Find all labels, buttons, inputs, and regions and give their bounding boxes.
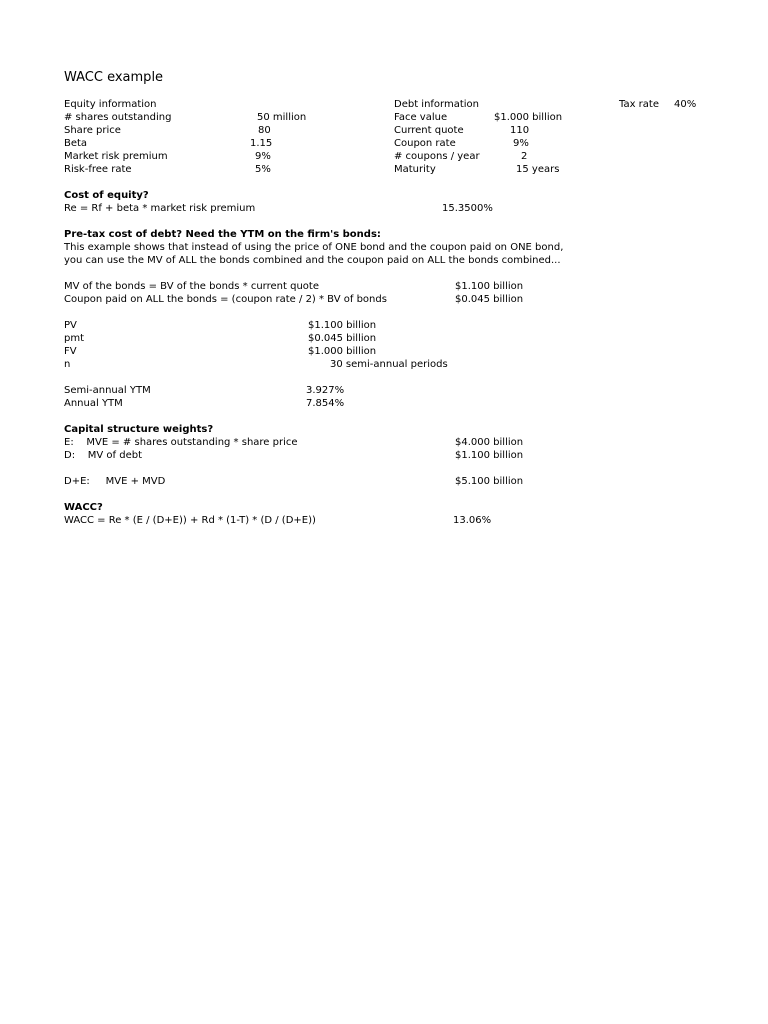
- coupon-rate-label: Coupon rate: [394, 138, 456, 149]
- cost-of-equity-heading: Cost of equity?: [64, 190, 149, 201]
- maturity-label: Maturity: [394, 164, 436, 175]
- risk-free-rate-label: Risk-free rate: [64, 164, 132, 175]
- shares-outstanding-label: # shares outstanding: [64, 112, 172, 123]
- pmt-label: pmt: [64, 333, 85, 344]
- cost-of-debt-heading: Pre-tax cost of debt? Need the YTM on the firm's bonds:: [64, 229, 381, 240]
- pmt-value: $0.045 billion: [308, 333, 377, 344]
- fv-label: FV: [64, 346, 77, 357]
- annual-ytm-value: 7.854%: [306, 398, 345, 409]
- semi-annual-ytm-value: 3.927%: [306, 385, 345, 396]
- current-quote-value: 110: [510, 125, 530, 136]
- beta-value: 1.15: [250, 138, 273, 149]
- share-price-value: 80: [258, 125, 271, 136]
- semi-annual-ytm-label: Semi-annual YTM: [64, 385, 151, 396]
- weights-heading: Capital structure weights?: [64, 424, 214, 435]
- wacc-formula: WACC = Re * (E / (D+E)) + Rd * (1-T) * (D / (D+E)): [64, 515, 316, 526]
- share-price-label: Share price: [64, 125, 121, 136]
- cost-of-debt-note-1: This example shows that instead of using the price of ONE bond and the coupon paid on ONE bond,: [64, 242, 564, 253]
- equity-header: Equity information: [64, 99, 157, 110]
- coupon-paid-value: $0.045 billion: [455, 294, 524, 305]
- debt-header: Debt information: [394, 99, 480, 110]
- market-risk-premium-label: Market risk premium: [64, 151, 168, 162]
- wacc-heading: WACC?: [64, 502, 103, 513]
- cost-of-equity-formula: Re = Rf + beta * market risk premium: [64, 203, 256, 214]
- coupon-rate-value: 9%: [513, 138, 529, 149]
- pv-value: $1.100 billion: [308, 320, 377, 331]
- mv-bonds-value: $1.100 billion: [455, 281, 524, 292]
- tax-rate-label: Tax rate: [619, 99, 659, 110]
- face-value-value: $1.000 billion: [494, 112, 563, 123]
- mv-bonds-label: MV of the bonds = BV of the bonds * current quote: [64, 281, 319, 292]
- cost-of-debt-note-2: you can use the MV of ALL the bonds combined and the coupon paid on ALL the bonds combined...: [64, 255, 561, 266]
- mve-label: E: MVE = # shares outstanding * share price: [64, 437, 298, 448]
- coupons-per-year-label: # coupons / year: [394, 151, 480, 162]
- mv-debt-label: D: MV of debt: [64, 450, 143, 461]
- tax-rate-value: 40%: [674, 99, 697, 110]
- wacc-value: 13.06%: [453, 515, 492, 526]
- total-value-label: D+E: MVE + MVD: [64, 476, 166, 487]
- mv-debt-value: $1.100 billion: [455, 450, 524, 461]
- current-quote-label: Current quote: [394, 125, 464, 136]
- beta-label: Beta: [64, 138, 88, 149]
- fv-value: $1.000 billion: [308, 346, 377, 357]
- total-value-value: $5.100 billion: [455, 476, 524, 487]
- page-title: WACC example: [64, 70, 164, 85]
- shares-outstanding-value: 50 million: [257, 112, 307, 123]
- n-value: 30 semi-annual periods: [330, 359, 448, 370]
- cost-of-equity-value: 15.3500%: [442, 203, 493, 214]
- coupons-per-year-value: 2: [521, 151, 528, 162]
- pv-label: PV: [64, 320, 77, 331]
- n-label: n: [64, 359, 71, 370]
- coupon-paid-label: Coupon paid on ALL the bonds = (coupon rate / 2) * BV of bonds: [64, 294, 387, 305]
- mve-value: $4.000 billion: [455, 437, 524, 448]
- risk-free-rate-value: 5%: [255, 164, 271, 175]
- face-value-label: Face value: [394, 112, 448, 123]
- market-risk-premium-value: 9%: [255, 151, 271, 162]
- maturity-value: 15 years: [516, 164, 560, 175]
- annual-ytm-label: Annual YTM: [64, 398, 123, 409]
